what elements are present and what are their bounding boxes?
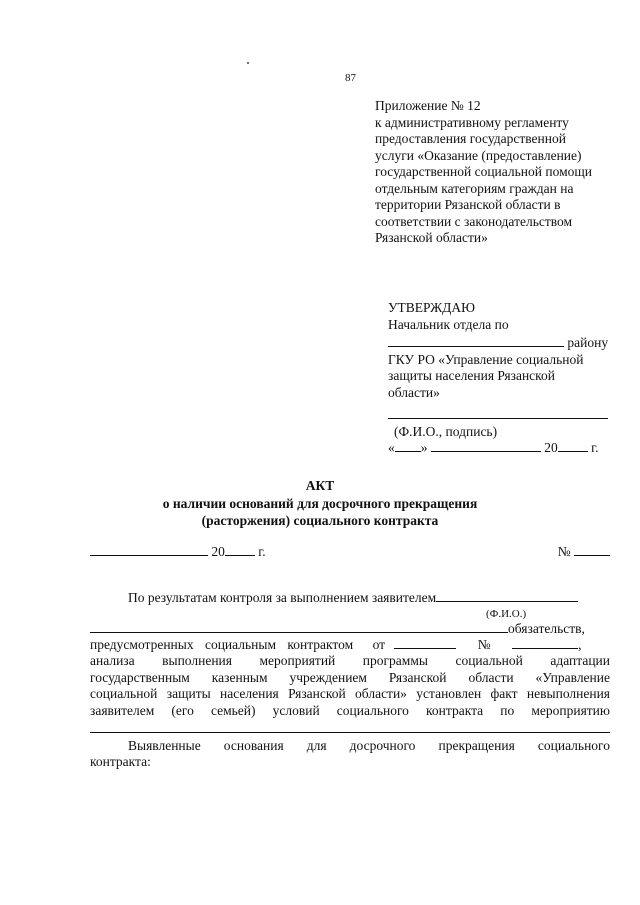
- org-line: ГКУ РО «Управление социальной: [388, 351, 584, 367]
- body-line-2: [90, 621, 610, 638]
- act-number: [558, 544, 610, 561]
- fio-label: (Ф.И.О.): [486, 608, 527, 620]
- body-line-3: [90, 637, 610, 654]
- measure-blank[interactable]: [90, 732, 610, 733]
- signature-line[interactable]: [388, 407, 613, 424]
- obligations-blank[interactable]: [90, 621, 508, 633]
- month-blank[interactable]: [431, 440, 541, 452]
- contract-number-blank[interactable]: [512, 637, 578, 649]
- appendix-line: территории Рязанской области в: [375, 197, 561, 212]
- approval-block: [388, 300, 613, 457]
- grounds-line-2: контракта:: [90, 754, 151, 769]
- approve-date: [388, 440, 613, 457]
- appendix-line: к административному регламенту: [375, 114, 569, 130]
- body-text: от: [372, 637, 386, 652]
- body-line-4: анализа выполнения мероприятий программы социальной адаптации: [90, 653, 610, 668]
- body-text: предусмотренных: [90, 637, 194, 652]
- approve-position: Начальник отдела по: [388, 316, 509, 332]
- quote-close: »: [420, 440, 428, 455]
- act-number-blank[interactable]: [574, 544, 610, 556]
- applicant-blank[interactable]: [436, 590, 578, 602]
- number-label: №: [557, 544, 571, 559]
- page-number: 87: [345, 72, 356, 84]
- body-text: По результатам контроля за выполнением заявителем: [128, 590, 437, 605]
- act-date-blank[interactable]: [90, 544, 208, 556]
- day-blank[interactable]: [395, 440, 421, 452]
- appendix-line: отдельным категориям граждан на: [375, 180, 574, 196]
- year-blank[interactable]: [558, 440, 588, 452]
- act-date-row: [90, 544, 610, 561]
- fio-sign-label: (Ф.И.О., подпись): [394, 423, 498, 439]
- body-line-6: социальной защиты населения Рязанской области» установлен факт невыполнения: [90, 686, 610, 701]
- year-suffix: г.: [591, 440, 599, 455]
- body-line-1: [128, 590, 610, 607]
- quote-open: «: [388, 440, 395, 455]
- approve-heading: УТВЕРЖДАЮ: [388, 300, 476, 315]
- body-text: контрактом: [287, 637, 354, 652]
- district-suffix: району: [567, 335, 609, 350]
- year-prefix: 20: [544, 440, 558, 455]
- org-line: защиты населения Рязанской: [388, 368, 556, 383]
- appendix-line: предоставления государственной: [375, 131, 566, 146]
- act-year-suffix: г.: [258, 544, 266, 559]
- contract-date-blank[interactable]: [394, 637, 456, 649]
- appendix-line: Приложение № 12: [375, 98, 481, 113]
- body-text: социальным: [204, 637, 277, 652]
- district-line: [388, 335, 613, 352]
- act-subtitle-2: (расторжения) социального контракта: [201, 513, 439, 528]
- body-text: №: [477, 637, 491, 652]
- body-line-7: заявителем (его семьей) условий социального контракта по мероприятию: [90, 703, 610, 718]
- appendix-line: услуги «Оказание (предоставление): [375, 147, 582, 163]
- signature-blank[interactable]: [388, 407, 608, 419]
- body-text: ,: [578, 637, 582, 652]
- body-text: обязательств,: [508, 621, 585, 636]
- district-blank[interactable]: [388, 335, 564, 347]
- act-year-prefix: 20: [211, 544, 225, 559]
- appendix-block: [375, 98, 615, 247]
- act-title: АКТ: [305, 478, 335, 493]
- org-line: области»: [388, 384, 440, 400]
- appendix-line: Рязанской области»: [375, 230, 488, 245]
- act-year-blank[interactable]: [225, 544, 255, 556]
- act-subtitle-1: о наличии оснований для досрочного прекращения: [162, 496, 478, 511]
- scan-speck: [247, 62, 249, 64]
- grounds-line-1: Выявленные основания для досрочного прекращения социального: [128, 738, 610, 753]
- appendix-line: соответствии с законодательством: [375, 213, 573, 229]
- appendix-line: государственной социальной помощи: [375, 164, 592, 179]
- body-line-5: государственным казенным учреждением Рязанской области «Управление: [90, 670, 610, 685]
